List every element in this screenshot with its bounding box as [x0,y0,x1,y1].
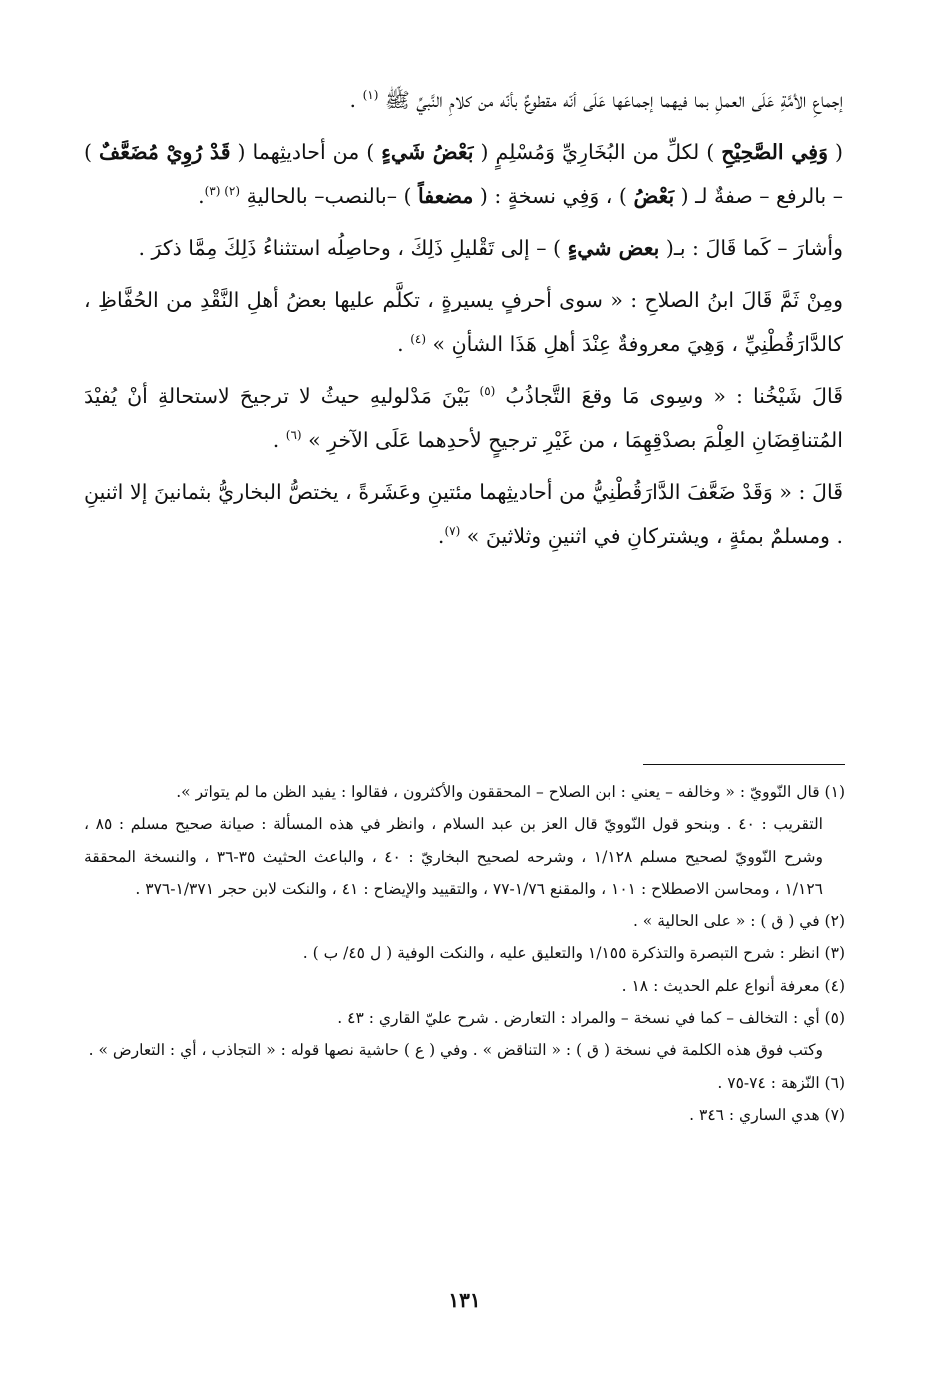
main-paragraph [84,470,843,558]
text-run: . [349,88,363,112]
text-run: . [198,184,205,208]
footnote-ref: (٧) [444,524,461,539]
footnote-ref: (٦) [285,428,302,443]
main-paragraph [84,130,843,218]
text-run: ) ، وَفِي نسخةٍ : ( [473,184,634,208]
footnote: (١) قال النّوويّ : « وخالفه – يعني : ابن الصلاح – المحققون والأكثرون ، فقالوا : يفيد الظن ما لم يتواتر ». [176,783,845,801]
main-paragraph [84,226,843,270]
footnote: (٦) النّزهة : ٧٤-٧٥ . [717,1073,845,1092]
main-paragraph [84,78,843,122]
footnote-ref: (٤) [410,332,427,347]
footnote-ref: (٥) [479,384,496,399]
text-run: ) – بالرفع – صفةٌ لـ ( [84,140,843,208]
text-run: وأشارَ – كَما قَالَ : بـ( [659,236,843,260]
bold-term: قَدْ رُوِيْ مُضَعَّفٌ [99,140,231,164]
text-run: . [397,332,411,356]
text-run: ) من أحاديثِهما ( [230,140,382,164]
footnote-ref: (١) [362,88,379,103]
footnote: (٥) أي : التخالف – كما في نسخة – والمراد : التعارض . شرح عليّ القاري : ٤٣ . [337,1009,845,1028]
footnote: (٣) انظر : شرح التبصرة والتذكرة ١/١٥٥ والتعليق عليه ، والنكت الوفية ( ل ٤٥/ ب ) . [302,944,845,963]
text-run: ( [828,140,844,164]
text-run: بَيْنَ مَدْلوليهِ حيثُ لا ترجيحَ لاستحالةِ أنْ يُفيْدَ المُتناقِضَانِ العِلْمَ بصدْقِهِمَا ، من غَيْرِ ترجيحٍ لأحدِهما عَلَى الآخرِ » [84,384,843,452]
footnote: وكتب فوق هذه الكلمة في نسخة ( ق ) : « التناقض » . وفي ( ع ) حاشية نصها قوله : « التجاذب ، أي : التعارض » . [88,1041,823,1060]
footnote: التقريب : ٤٠ . وبنحو قول النّوويّ قال العز بن عبد السلام ، وانظر في هذه المسألة : صيانة صحيح مسلم : ٨٥ ، وشرح النّوويّ لصحيح مسلم ١/١٢٨ ، وشرحه لصحيح البخاريّ : ٤٠ ، والباعث الحثيث ٣٥-٣٦ ، والنسخة المحققة ١/١٢٦ ، ومحاسن الاصطلاح : ١٠١ ، والمقنع ١/٧٦-٧٧ ، والتقييد والإيضاح : ٤١ ، والنكت لابن حجر ١/٣٧١-٣٧٦ . [84,815,824,898]
text-run: ومِنْ ثَمَّ قَالَ ابنُ الصلاحِ : « سوى أحرفٍ يسيرةٍ ، تكلَّم عليها بعضُ أهلِ النَّقْدِ من الحُفَّاظِ ، كالدَّارَقُطْنِيِّ ، وَهِيَ معروفةٌ عِنْدَ أهلِ هَذَا الشأنِ » [84,288,843,356]
text-run: ) لكلِّ من البُخَارِيِّ وَمُسْلِمٍ ( [473,140,722,164]
footnote: (٢) في ( ق ) : « على الحالية » . [632,912,845,931]
bold-term: بَعْضُ [633,184,675,208]
text-run: ) – إلى تَقْليلِ ذَلِكَ ، وحاصِلُه استثناءُ ذَلِكَ مِمَّا ذكرَ . [138,236,568,260]
page-number: ١٣١ [448,1288,481,1312]
text-run: قَالَ : « وَقَدْ ضَعَّفَ الدَّارَقُطْنِيُّ من أحاديثِهما مئتينِ وعَشَرةً ، يختصُّ البخاريُّ بثمانينَ إلا اثنينِ . ومسلمٌ بمئةٍ ، ويشتركانِ في اثنينِ وثلاثينَ » [84,480,843,548]
footnote: (٧) هدي الساري : ٣٤٦ . [689,1105,845,1124]
text-run: إجماعِ الأمَّةِ عَلَى العملِ بما فيهما إجماعَها عَلَى أنّه مقطوعٌ بأنّه من كلامِ النَّبيِّ ﷺ [378,88,843,112]
footnote-ref: (٢) (٣) [204,184,241,199]
main-paragraph [84,278,843,366]
footnote-divider [643,764,845,765]
bold-term: بعض شيءٍ [567,236,660,260]
bold-term: مضعفاً [418,184,474,208]
text-run: ) –بالنصب– بالحاليةِ [240,184,419,208]
footnotes [84,776,845,1131]
main-text [84,78,843,558]
main-paragraph [84,374,843,462]
footnote: (٤) معرفة أنواع علم الحديث : ١٨ . [621,976,845,995]
text-run: . [272,428,286,452]
bold-term: وَفِي الصَّحِيْحِ [721,140,829,164]
bold-term: بَعْضُ شَيءٍ [381,140,474,164]
text-run: . [437,524,445,548]
text-run: قَالَ شَيْخُنا : « وسِوى مَا وقعَ التَّجاذُبُ [495,384,843,408]
